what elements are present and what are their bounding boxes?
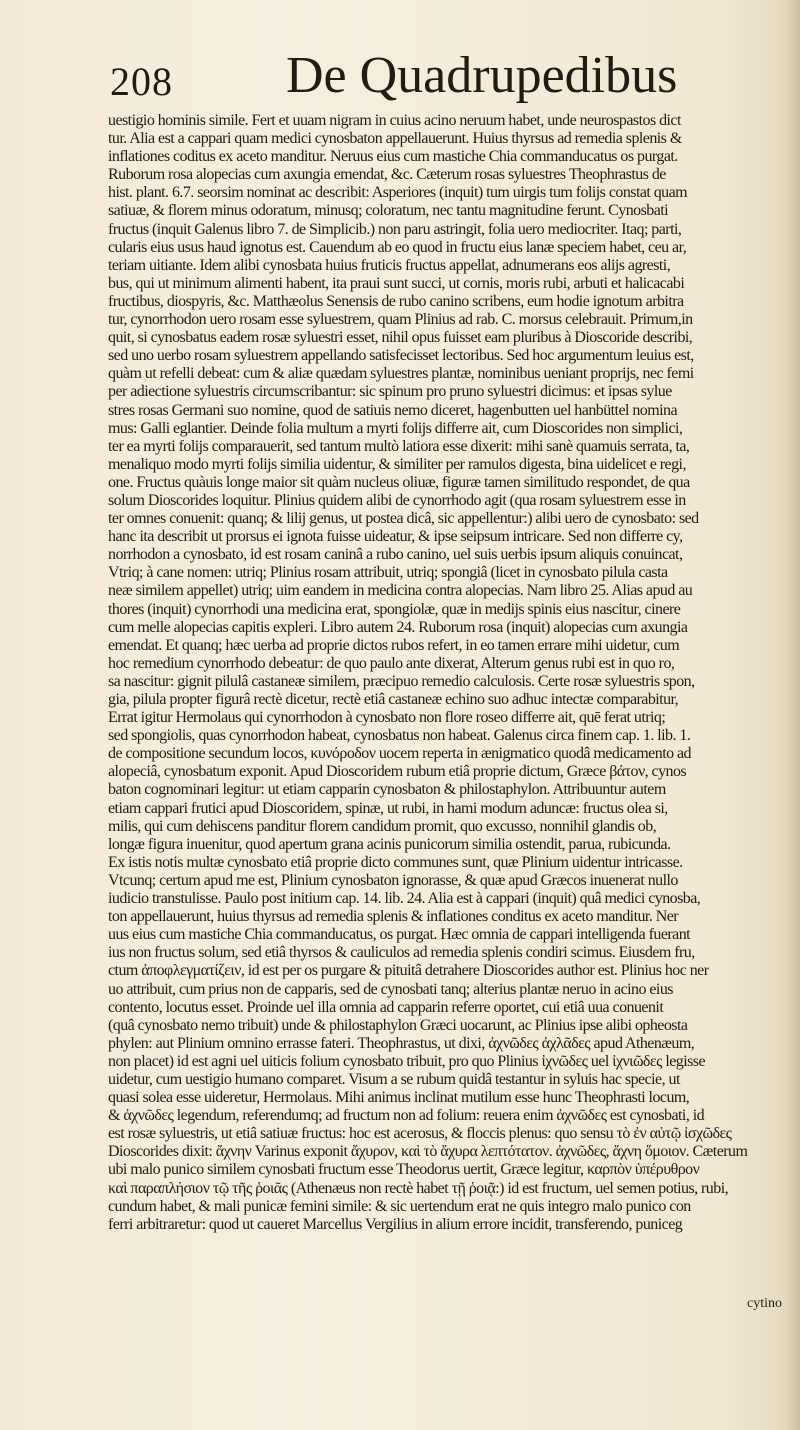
text-line: etiam cappari frutici apud Dioscoridem, spinæ, ut rubi, in hami modum aduncæ: fructus olea si, (108, 799, 668, 817)
text-line: Ex istis notis multæ cynosbato etiâ proprie dicto communes sunt, quæ Plinium uidentur intricasse. (108, 853, 683, 871)
text-line: Vtriq; à cane nomen: utriq; Plinius rosam attribuit, utriq; spongiâ (licet in cynosbato pilula casta (108, 564, 668, 582)
text-line: phylen: aut Plinium omnino errasse fateri. Theophrastus, ut dixi, ἀχνῶδες ἀχλᾶδες apud Athenæum, (108, 1034, 695, 1052)
text-line: teriam uitiante. Idem alibi cynosbata huius fruticis fructus appellat, adnumerans eos alijs agresti, (108, 256, 671, 274)
text-line: iudicio transtulisse. Paulo post initium cap. 14. lib. 24. Alia est à cappari (inquit) quâ medici cynosba, (108, 890, 701, 908)
text-line: alopeciâ, cynosbatum exponit. Apud Dioscoridem rubum etiâ proprie dictum, Græce βάτον, cynos (108, 763, 687, 781)
body-text-block (108, 112, 792, 1234)
text-line: baton cognominari legitur: ut etiam capparin cynosbaton & philostaphylon. Attribuuntur autem (108, 781, 666, 799)
text-line: Ruborum rosa alopecias cum axungia emendat, &c. Cæterum rosas syluestres Theophrastus de (108, 166, 666, 184)
text-line: gia, pilula propter figurâ rectè dicetur, rectè etiâ castaneæ echino suo adhuc intectæ comparabitur, (108, 691, 679, 708)
text-line: (quâ cynosbato nemo tribuit) unde & philostaphylon Græci uocarunt, ac Plinius ipse alibi opheosta (108, 1016, 688, 1034)
text-line: neæ similem appellet) utriq; uim eandem in medicina contra alopecias. Nam libro 25. Alias apud au (108, 582, 693, 600)
text-line: solum Dioscorides loquitur. Plinius quidem alibi de cynorrhodo agit (qua rosam syluestrem esse in (108, 491, 686, 509)
text-line: tur. Alia est a cappari quam medici cynosbaton appellauerunt. Huius thyrsus ad remedia splenis & (108, 130, 682, 148)
text-line: quasi solea esse uideretur, Hermolaus. Mihi animus inclinat mutilum esse hunc Theophrasti locum, (108, 1089, 690, 1107)
text-line: uus eius cum mastiche Chia commanducatus, os purgat. Hæc omnia de cappari intelligenda fuerant (108, 926, 691, 944)
text-line: & ἀχνῶδες legendum, referendumq; ad fructum non ad folium: reuera enim ἀχνῶδες est cynosbati, id (108, 1107, 705, 1125)
text-line: uo attribuit, cum prius non de capparis, sed de cynosbati tanq; alterius plantæ neruo in acino eius (108, 980, 673, 998)
text-line: uestigio hominis simile. Fert et uuam nigram in cuius acino neruum habet, unde neurospastos dict (108, 112, 681, 129)
text-line: Vtcunq; certum apud me est, Plinium cynosbaton ignorasse, & quæ apud Græcos inuenerat nullo (108, 871, 678, 889)
text-line: longæ figura inuenitur, quod apertum grana acinis punicorum similia ostendit, parua, rubicunda. (108, 835, 671, 853)
text-line: mus: Galli eglantier. Deinde folia multum a myrti folijs differre ait, cum Dioscorides non simplici, (108, 419, 683, 437)
text-line: ter ea myrti folijs comparauerit, sed tantum multò latiora esse dixerit: mihi sanè quamuis serrata, ta, (108, 437, 690, 455)
text-line: stres rosas Germani suo nomine, quod de satiuis nemo diceret, hagenbutten uel hanbüttel nomina (108, 401, 678, 419)
text-line: per adiectione syluestris circumscribantur: sic spinum pro pruno syluestri dicimus: et ipsas sylue (108, 383, 672, 401)
text-line: cum melle alopecias capitis expleri. Libro autem 24. Ruborum rosa (inquit) alopecias cum axungia (108, 618, 688, 636)
text-line: sed spongiolis, quas cynorrhodon habeat, cynosbatus non habeat. Galenus circa finem cap. 1. lib. 1. (108, 727, 691, 745)
text-line: thores (inquit) cynorrhodi una medicina erat, spongiolæ, quæ in medijs spinis eius nascitur, cinere (108, 600, 681, 618)
catchword: cytino (747, 1296, 782, 1311)
text-line: cularis eius usus haud ignotus est. Cauendum ab eo quod in fructu eius lanæ speciem habet, ceu ar, (108, 238, 687, 256)
text-line: Errat igitur Hermolaus qui cynorrhodon à cynosbato non flore roseo differre ait, quē ferat utriq; (108, 709, 666, 727)
text-line: uidetur, cum uestigio humano comparet. Visum a se rubum quidâ testantur in syluis hac specie, ut (108, 1070, 680, 1088)
text-line: menaliquo modo myrti folijs similia uidentur, & similiter per ramulos digesta, bina uidelicet e regi, (108, 455, 686, 473)
running-head-title: De Quadrupedibus (286, 47, 678, 104)
text-line: de compositione secundum locos, κυνόροδον uocem reperta in ænigmatico quodâ medicamento ad (108, 745, 691, 763)
text-line: quit, si cynosbatus eadem rosæ syluestri esset, nihil opus fuisset eam pluribus à Dioscoride describi, (108, 329, 693, 347)
text-line: hoc remedium cynorrhodo debeatur: de quo paulo ante dixerat, Alterum genus rubi est in quo ro, (108, 654, 675, 672)
text-line: contento, locutus esset. Proinde uel illa omnia ad capparin referre oportet, cui etiâ uua conuenit (108, 998, 664, 1016)
text-line: sed uno uerbo rosam syluestrem appellando satisfecisset lectoribus. Sed hoc argumentum leuius est, (108, 347, 694, 365)
text-line: cundum habet, & mali punicæ femini simile: & sic uertendum erat ne quis integro malo punico con (108, 1197, 691, 1215)
text-line: one. Fructus quàuis longe maior sit quàm nucleus oliuæ, figuræ tamen similitudo respondet, de qua (108, 473, 690, 491)
text-line: hist. plant. 6.7. seorsim nominat ac describit: Asperiores (inquit) tum uirgis tum folijs constat quam (108, 184, 688, 202)
text-line: emendat. Et quanq; hæc uerba ad proprie dictos rubos refert, in eo tamen errare mihi uidetur, cum (108, 636, 680, 654)
text-line: quàm ut refelli debeat: cum & aliæ quædam syluestres plantæ, nominibus ueniant proprijs, nec femi (108, 365, 694, 383)
text-line: milis, qui cum dehiscens panditur florem candidum promit, quo excusso, nonnihil glandis ob, (108, 817, 657, 835)
text-line: inflationes coditus ex aceto manditur. Neruus eius cum mastiche Chia commanducatus os purgat. (108, 148, 678, 166)
text-line: καὶ παραπλήσιον τῷ τῆς ῥοιᾶς (Athenæus non rectè habet τῇ ῥοιᾷ:) id est fructum, uel semen potius, rubi, (108, 1179, 729, 1197)
text-line: non placet) id est agni uel uiticis folium cynosbato tribuit, pro quo Plinius ἰχνῶδες uel ἰχνιῶδες legisse (108, 1052, 706, 1070)
text-line: ctum ἀποφλεγματίζειν, id est per os purgare & pituitâ detrahere Dioscorides author est. Plinius hoc ner (108, 962, 709, 980)
text-line: ius non fructus solum, sed etiâ thyrsos & cauliculos ad remedia splenis condiri scimus. Eiusdem fru, (108, 944, 695, 962)
text-line: norrhodon a cynosbato, id est rosam caninâ a rubo canino, uel suis uerbis ipsum aliquis conuincat, (108, 546, 683, 564)
text-line: hanc ita describit ut prorsus ei ignota fuisse uideatur, & ipse seipsum intricare. Sed non differre cy, (108, 528, 683, 546)
text-line: ubi malo punico similem cynosbati fructum esse Theodorus uertit, Græce legitur, καρπὸν ὑπέρυθρον (108, 1161, 700, 1179)
text-line: fructibus, diospyris, &c. Matthæolus Senensis de rubo canino scribens, eum hodie ignotum arbitra (108, 292, 684, 310)
text-line: satiuæ, & florem minus odoratum, minusq; coloratum, nec tantu magnitudine ferunt. Cynosbati (108, 202, 669, 220)
page-number: 208 (110, 59, 173, 104)
text-line: fructus (inquit Galenus libro 7. de Simplicib.) non paru astringit, folia uero mediocriter. Itaq; parti, (108, 220, 682, 238)
text-line: est rosæ syluestris, ut etiâ satiuæ fructus: hoc est acerosus, & floccis plenus: quo sensu τὸ ἐν αὐτῷ ἰσχῶδες (108, 1125, 732, 1143)
text-line: ferri arbitraretur: quod ut caueret Marcellus Vergilius in alium errore incidit, transferendo, puniceg (108, 1215, 683, 1233)
text-line: tur, cynorrhodon uero rosam esse syluestrem, quam Plinius ad rab. C. morsus celebrauit. Primum,in (108, 311, 693, 329)
text-line: bus, qui ut minimum alimenti habent, ita praui sunt succi, ut cornis, moris rubi, arbuti et halicacabi (108, 274, 685, 292)
text-line: sa nascitur: gignit pilulâ castaneæ similem, præcipuo remedio calculosis. Certe rosæ syluestris spon, (108, 672, 695, 690)
text-line: ter omnes conuenit: quanq; & lilij genus, ut postea dicâ, sic appellentur:) alibi uero de cynosbato: sed (108, 510, 699, 528)
page-edge-shadow (782, 0, 800, 1430)
text-line: ton appellauerunt, huius thyrsus ad remedia splenis & inflationes conditus ex aceto manditur. Ner (108, 908, 679, 926)
text-line: Dioscorides dixit: ἄχνην Varinus exponit ἄχυρον, καὶ τὸ ἄχυρα λεπτότατον. ἀχνῶδες, ἄχνη ὅμοιον. Cæterum (108, 1143, 748, 1161)
